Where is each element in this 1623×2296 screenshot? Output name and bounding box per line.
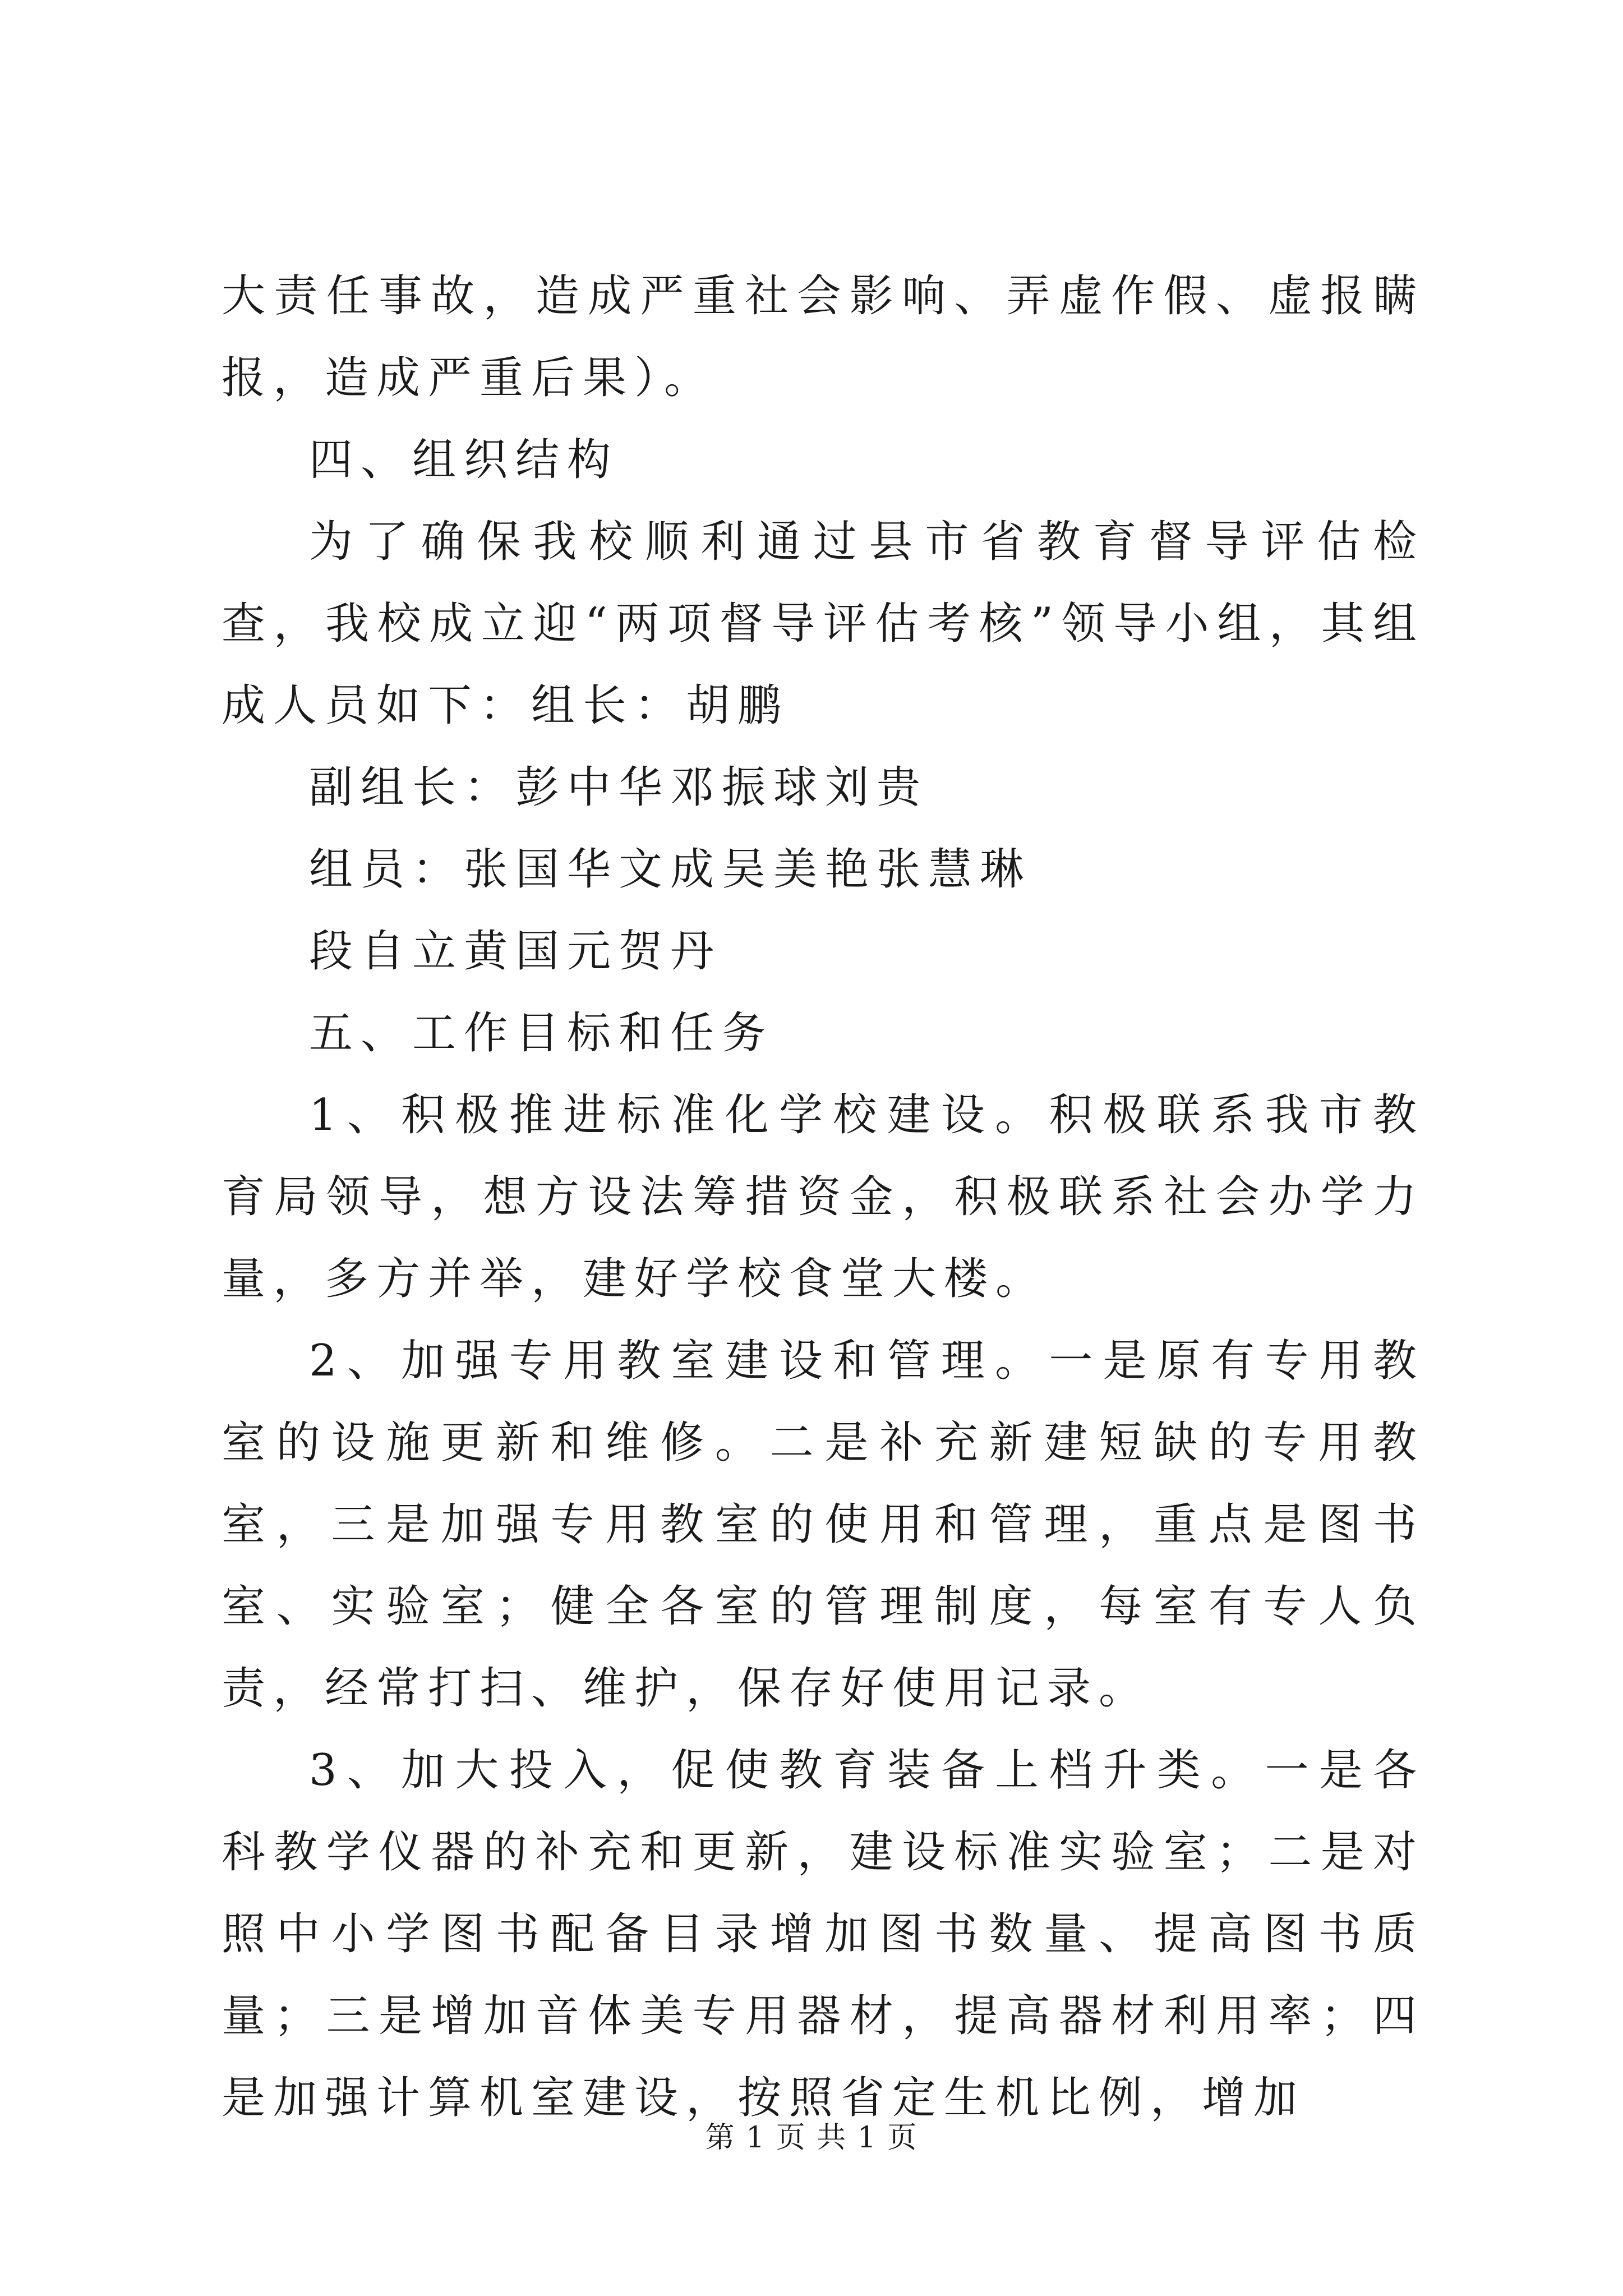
paragraph-item-1: 1、积极推进标准化学校建设。积极联系我市教育局领导，想方设法筹措资金，积极联系社会办学力量，多方并举，建好学校食堂大楼。 bbox=[222, 1090, 1424, 1304]
paragraph-1: 大责任事故，造成严重社会影响、弄虚作假、虚报瞒报，造成严重后果）。 bbox=[222, 271, 1424, 403]
members-line: 组员：张国华文成吴美艳张慧琳 bbox=[309, 844, 1032, 895]
section-heading-organization: 四、组织结构 bbox=[309, 435, 619, 485]
paragraph-item-3: 3、加大投入，促使教育装备上档升类。一是各科教学仪器的补充和更新，建设标准实验室；二是对照中小学图书配备目录增加图书数量、提高图书质量；三是增加音体美专用器材，提高器材利用率；四是加强计算机室建设，按照省定生机比例，增加 bbox=[222, 1745, 1424, 2123]
page-footer: 第 1 页 共 1 页 bbox=[705, 2121, 918, 2155]
section-heading-goals: 五、工作目标和任务 bbox=[309, 1008, 774, 1059]
members-line-2: 段自立黄国元贺丹 bbox=[309, 926, 722, 977]
document-body bbox=[222, 255, 1424, 2139]
deputy-leaders-line: 副组长：彭中华邓振球刘贵 bbox=[309, 762, 929, 813]
paragraph-item-2: 2、加强专用教室建设和管理。一是原有专用教室的设施更新和维修。二是补充新建短缺的专用教室，三是加强专用教室的使用和管理，重点是图书室、实验室；健全各室的管理制度，每室有专人负责，经常打扫、维护，保存好使用记录。 bbox=[222, 1336, 1424, 1714]
paragraph-3: 为了确保我校顺利通过县市省教育督导评估检查，我校成立迎“两项督导评估考核”领导小组，其组成人员如下：组长：胡鹏 bbox=[222, 517, 1424, 731]
